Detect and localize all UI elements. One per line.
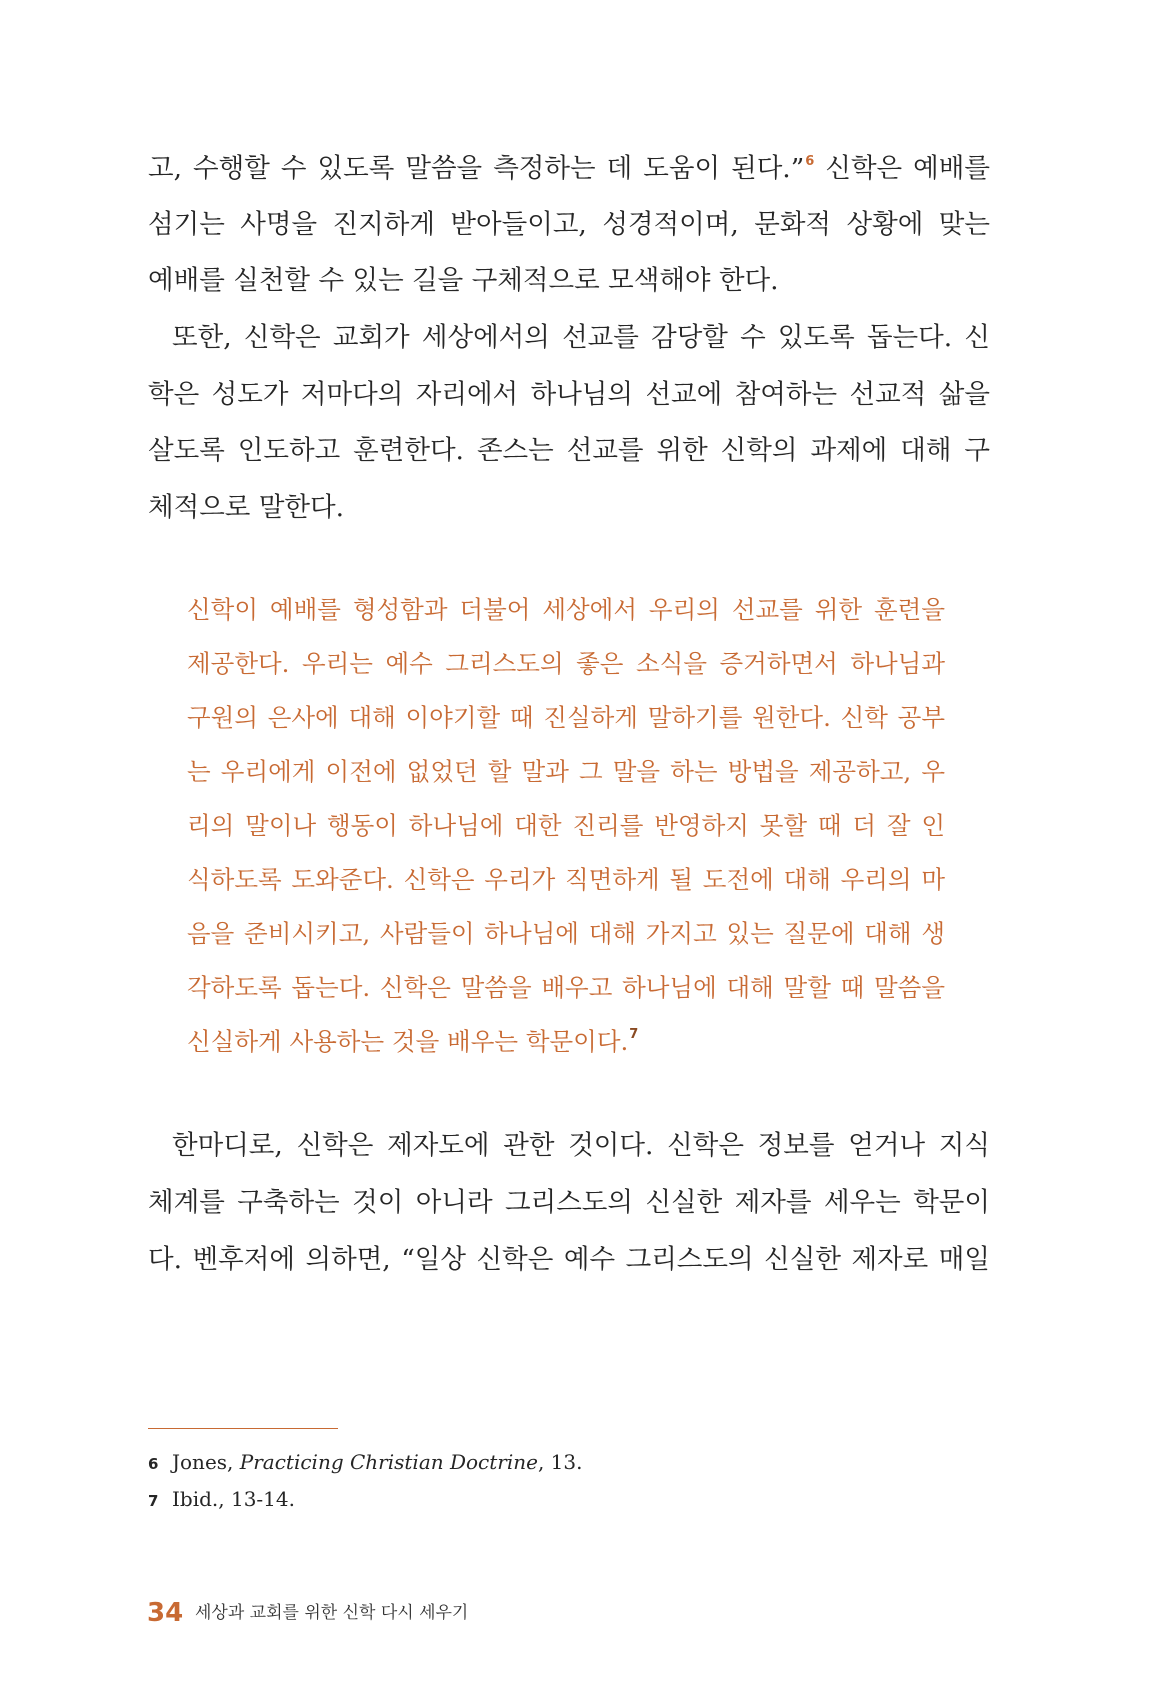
body-line: 예배를 실천할 수 있는 길을 구체적으로 모색해야 한다.	[148, 265, 779, 296]
quote-line: 각하도록 돕는다. 신학은 말씀을 배우고 하나님에 대해 말할 때 말씀을	[187, 973, 945, 1002]
footnote-number: 6	[148, 1455, 159, 1473]
quote-line: 리의 말이나 행동이 하나님에 대한 진리를 반영하지 못할 때 더 잘 인	[187, 811, 945, 840]
quote-line: 신학이 예배를 형성함과 더불어 세상에서 우리의 선교를 위한 훈련을	[187, 595, 945, 624]
quote-line: 음을 준비시키고, 사람들이 하나님에 대해 가지고 있는 질문에 대해 생	[187, 919, 945, 948]
running-book-title: 세상과 교회를 위한 신학 다시 세우기	[195, 1603, 469, 1623]
footnote-7: 7 Ibid., 13-14.	[148, 1487, 295, 1511]
body-line: 체계를 구축하는 것이 아니라 그리스도의 신실한 제자를 세우는 학문이	[148, 1187, 990, 1218]
quote-line: 는 우리에게 이전에 없었던 할 말과 그 말을 하는 방법을 제공하고, 우	[187, 757, 945, 786]
body-line: 학은 성도가 저마다의 자리에서 하나님의 선교에 참여하는 선교적 삶을	[148, 379, 990, 410]
footnote-number: 7	[148, 1492, 159, 1510]
body-line: 고, 수행할 수 있도록 말씀을 측정하는 데 도움이 된다.”$^6$ 신학은 예배를	[148, 153, 990, 184]
footnote-ref-6[interactable]: 6	[805, 154, 815, 169]
body-line: 살도록 인도하고 훈련한다. 존스는 선교를 위한 신학의 과제에 대해 구	[148, 435, 990, 466]
footnote-6: 6 Jones, Practicing Christian Doctrine, 13.	[148, 1450, 583, 1474]
footnote-ref-7[interactable]: 7	[629, 1027, 639, 1042]
body-line: 다. 벤후저에 의하면, “일상 신학은 예수 그리스도의 신실한 제자로 매일	[148, 1244, 990, 1275]
body-line: 한마디로, 신학은 제자도에 관한 것이다. 신학은 정보를 얻거나 지식	[172, 1130, 990, 1161]
body-line: 섬기는 사명을 진지하게 받아들이고, 성경적이며, 문화적 상황에 맞는	[148, 209, 990, 240]
quote-line: 신실하게 사용하는 것을 배우는 학문이다.$^7$	[187, 1027, 639, 1056]
body-line: 체적으로 말한다.	[148, 492, 345, 523]
page-number: 34	[147, 1598, 184, 1628]
quote-line: 제공한다. 우리는 예수 그리스도의 좋은 소식을 증거하면서 하나님과	[187, 649, 945, 678]
quote-line: 구원의 은사에 대해 이야기할 때 진실하게 말하기를 원한다. 신학 공부	[187, 703, 945, 732]
body-line: 또한, 신학은 교회가 세상에서의 선교를 감당할 수 있도록 돕는다. 신	[172, 322, 990, 353]
footnote-divider	[148, 1428, 338, 1429]
book-title: Practicing Christian Doctrine	[239, 1450, 538, 1474]
quote-line: 식하도록 도와준다. 신학은 우리가 직면하게 될 도전에 대해 우리의 마	[187, 865, 945, 894]
